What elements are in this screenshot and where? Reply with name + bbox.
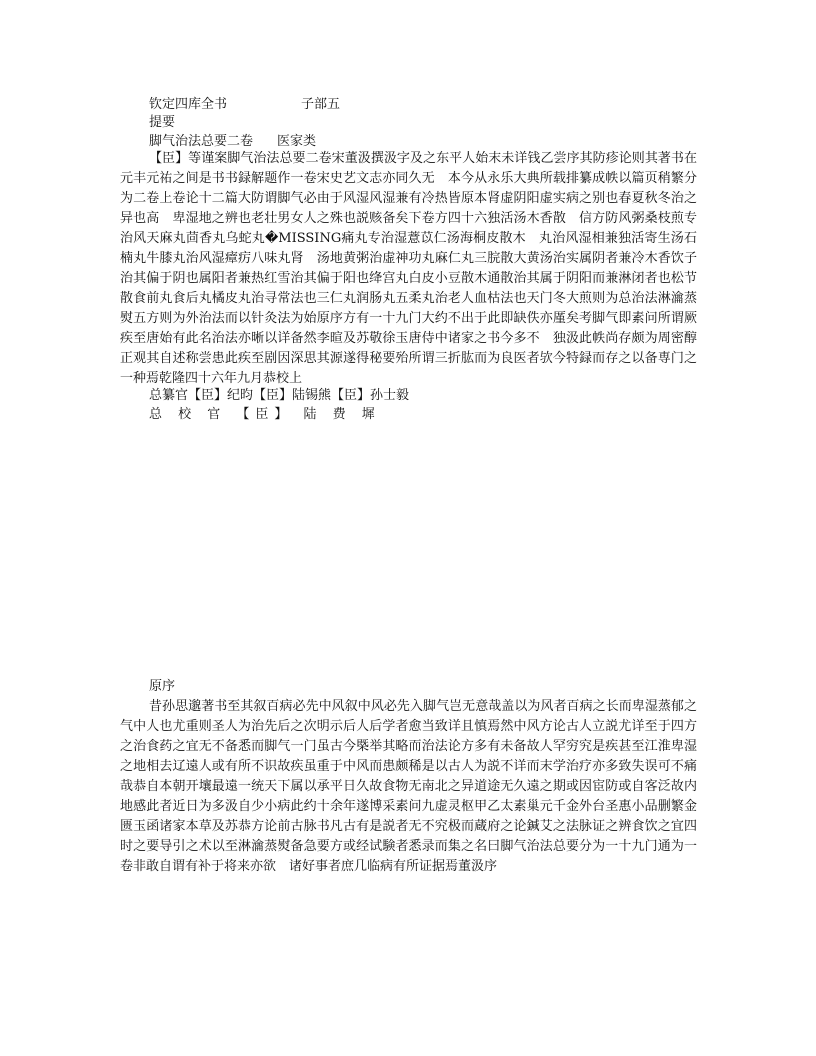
tiyao-heading: 提要 — [149, 115, 176, 130]
credits-proofreader: 总 校 官 【臣】 陆 费 墀 — [149, 407, 381, 422]
header-book-title: 钦定四库全书 — [149, 97, 228, 112]
credits-compilers: 总纂官【臣】纪昀【臣】陆锡熊【臣】孙士毅 — [149, 388, 410, 403]
category-label: 医家类 — [277, 134, 317, 149]
preface-heading: 原序 — [149, 679, 176, 694]
summary-paragraph: 【臣】等谨案脚气治法总要二卷宋董汲撰汲字及之东平人始末未详钱乙尝序其防疹论则其著书在元丰元祐之间是书书録解题作一卷宋史艺文志亦同久无 本今从永乐大典所载排纂成帙以篇页稍繁分为二卷上卷论十二篇大防谓脚气必由于风湿风湿兼有冷热皆原本肾虚阴阳虚实病之别也春夏秋冬治之异也高 卑湿地之辨也老壮男女人之殊也説赅备矣下卷方四十六独活汤木香散 信方防风粥桑枝煎专治风天麻丸茴香丸乌蛇丸�MISSING痛丸专治湿薏苡仁汤海桐皮散木 丸治风湿相兼独活寄生汤石楠丸牛膝丸治风湿瘴疠八味丸肾 汤地黄粥治虚神功丸麻仁丸三脘散大黄汤治实属阴者兼冷木香饮子治其偏于阴也属阳者兼热红雪治其偏于阳也绛宫丸白皮小豆散木通散治其属于阴阳而兼淋闭者也松节散食前丸食后丸橘皮丸治寻常法也三仁丸润肠丸五柔丸治老人血枯法也天门冬大煎则为总治法淋㵸蒸熨五方则为外治法而以针灸法为始原序方有一十九门大约不出于此即缺佚亦厪矣考脚气即素问所谓厥疾至唐始有此名治法亦晰以详备然李暄及苏敬徐玉唐侍中诸家之书今多不 独汲此帙尚存颇为周密醇正观其自述称尝患此疾至剧因深思其源遂得秘要殆所谓三折肱而为良医者欤今特録而存之以备専门之一种焉乾隆四十六年九月恭校上 — [120, 151, 697, 386]
book-title: 脚气治法总要二卷 — [149, 134, 254, 149]
preface-paragraph: 昔孙思邈著书至其叙百病必先中风叙中风必先入脚气岂无意哉盖以为风者百病之长而卑湿蒸郁之气中人也尤重则圣人为治先后之次明示后人后学者愈当致详且慎焉然中风方论古人立説尤详至于四方之治食药之宜无不备悉而脚气一门虽古今槩举其略而治法论方多有未备故人罕穷究是疾甚至江淮卑湿之地相去辽遠人或有所不识故疾虽重于中风而患颇稀是以古人为説不详而末学治疗亦多致失误可不痛哉恭自本朝开壤最遠一统天下属以承平日久故食物无南北之异道途无久遠之期或因宦防或自客泛故内地感此者近日为多汲自少小病此约十余年遂博采素问九虚灵枢甲乙太素巢元千金外台圣惠小品删繁金匮玉函诸家本草及苏恭方论前古脉书凡古有是説者无不究极而蔵府之论鍼艾之法脉证之辨食饮之宜四时之要导引之术以至淋㵸蒸熨备急要方或经试験者悉录而集之名曰脚气治法总要分为一十九门通为一卷非敢自谓有补于将来亦欲 诸好事者庶几临病有所证据焉董汲序 — [120, 699, 697, 874]
header-section-label: 子部五 — [301, 97, 341, 112]
